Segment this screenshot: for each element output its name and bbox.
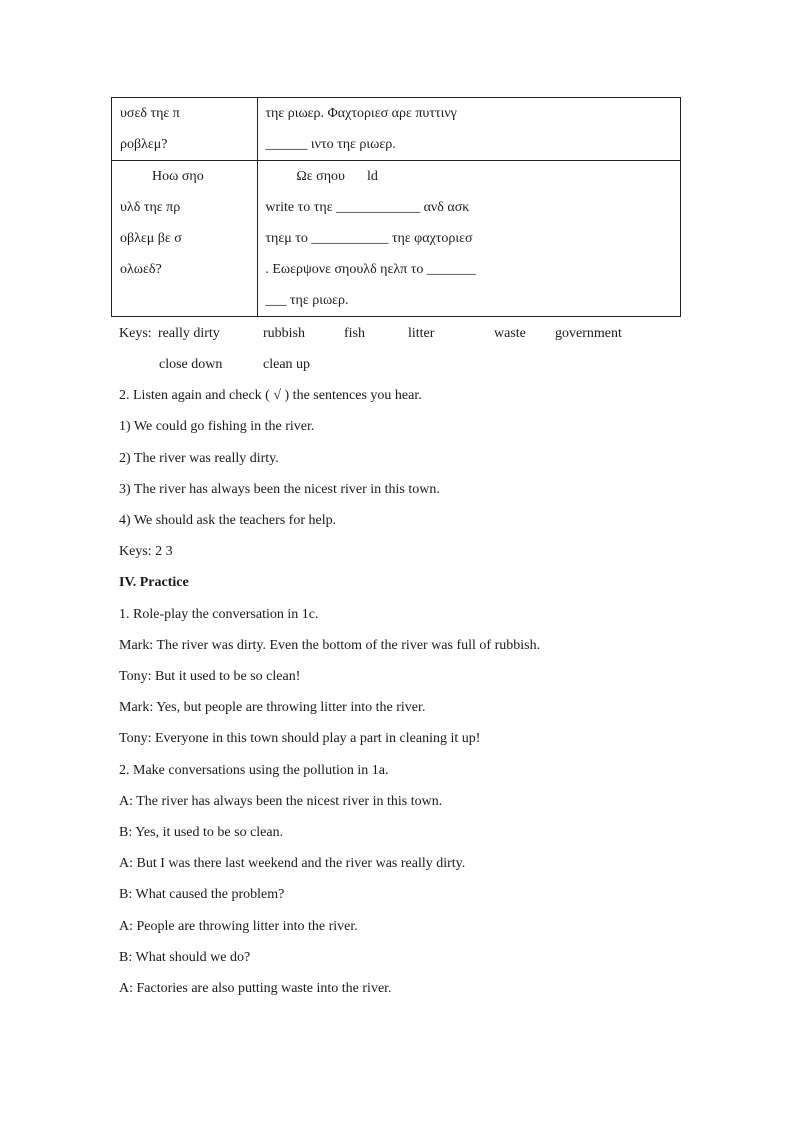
- table-row: [112, 161, 681, 317]
- cell-text: ___ τηε ριωερ.: [265, 293, 349, 308]
- dialog-line: B: What should we do?: [119, 950, 251, 965]
- list-item: 4) We should ask the teachers for help.: [119, 513, 337, 528]
- task-text: 1. Role-play the conversation in 1c.: [119, 607, 319, 622]
- dialog-line: A: But I was there last weekend and the river was really dirty.: [119, 856, 466, 871]
- cell-text: Ηοω σηο: [152, 169, 204, 184]
- dialog-line: Tony: Everyone in this town should play a part in cleaning it up!: [119, 731, 481, 746]
- list-item: 1) We could go fishing in the river.: [119, 419, 315, 434]
- list-item: 3) The river has always been the nicest river in this town.: [119, 482, 440, 497]
- cell-text-line: [258, 161, 680, 192]
- key-word: really dirty: [158, 326, 220, 341]
- dialog-line: A: People are throwing litter into the river.: [119, 919, 358, 934]
- cell-text: ______ ιντο τηε ριωερ.: [265, 137, 396, 152]
- key-word: government: [555, 326, 622, 341]
- dialog-line: B: Yes, it used to be so clean.: [119, 825, 284, 840]
- key-word: fish: [344, 326, 365, 341]
- dialog-line: A: The river has always been the nicest river in this town.: [119, 794, 443, 809]
- cell-text: τηε ριωερ. Φαχτοριεσ αρε πυττινγ: [265, 106, 457, 121]
- table-cell-question: [112, 98, 258, 161]
- section-heading: IV. Practice: [119, 575, 189, 590]
- key-word: litter: [408, 326, 435, 341]
- table-cell-answer: [258, 161, 681, 317]
- cell-text: write το τηε ____________ ανδ ασκ: [265, 200, 470, 215]
- task-text: 2. Make conversations using the pollution in 1a.: [119, 763, 389, 778]
- cell-text: υλδ τηε πρ: [120, 200, 181, 215]
- exercise-table: [111, 97, 681, 317]
- cell-text: οβλεμ βε σ: [120, 231, 182, 246]
- cell-text: υσεδ τηε π: [120, 106, 180, 121]
- keys-line: Keys: 2 3: [119, 544, 173, 559]
- dialog-line: B: What caused the problem?: [119, 887, 285, 902]
- cell-text: ροβλεμ?: [120, 137, 168, 152]
- keys-label: Keys:: [119, 326, 152, 341]
- key-word: waste: [494, 326, 526, 341]
- cell-text: ld: [366, 169, 378, 184]
- instruction-text: 2. Listen again and check ( √ ) the sentences you hear.: [119, 388, 422, 403]
- keys-line: [119, 318, 679, 349]
- list-item: 2) The river was really dirty.: [119, 451, 279, 466]
- table-cell-question: [112, 161, 258, 317]
- dialog-line: Mark: Yes, but people are throwing litter into the river.: [119, 700, 426, 715]
- cell-text: τηεμ το ___________ τηε φαχτοριεσ: [265, 231, 473, 246]
- cell-text: Ωε σηου: [296, 169, 345, 184]
- key-word: rubbish: [263, 326, 305, 341]
- keys-line: [119, 349, 679, 380]
- table-row: [112, 98, 681, 161]
- cell-text: . Εωερψονε σηουλδ ηελπ το _______: [265, 262, 476, 277]
- key-word: clean up: [263, 357, 311, 372]
- cell-text: ολωεδ?: [120, 262, 162, 277]
- dialog-line: Mark: The river was dirty. Even the bottom of the river was full of rubbish.: [119, 638, 541, 653]
- key-word: close down: [159, 357, 223, 372]
- dialog-line: Tony: But it used to be so clean!: [119, 669, 301, 684]
- table-cell-answer: [258, 98, 681, 161]
- dialog-line: A: Factories are also putting waste into the river.: [119, 981, 392, 996]
